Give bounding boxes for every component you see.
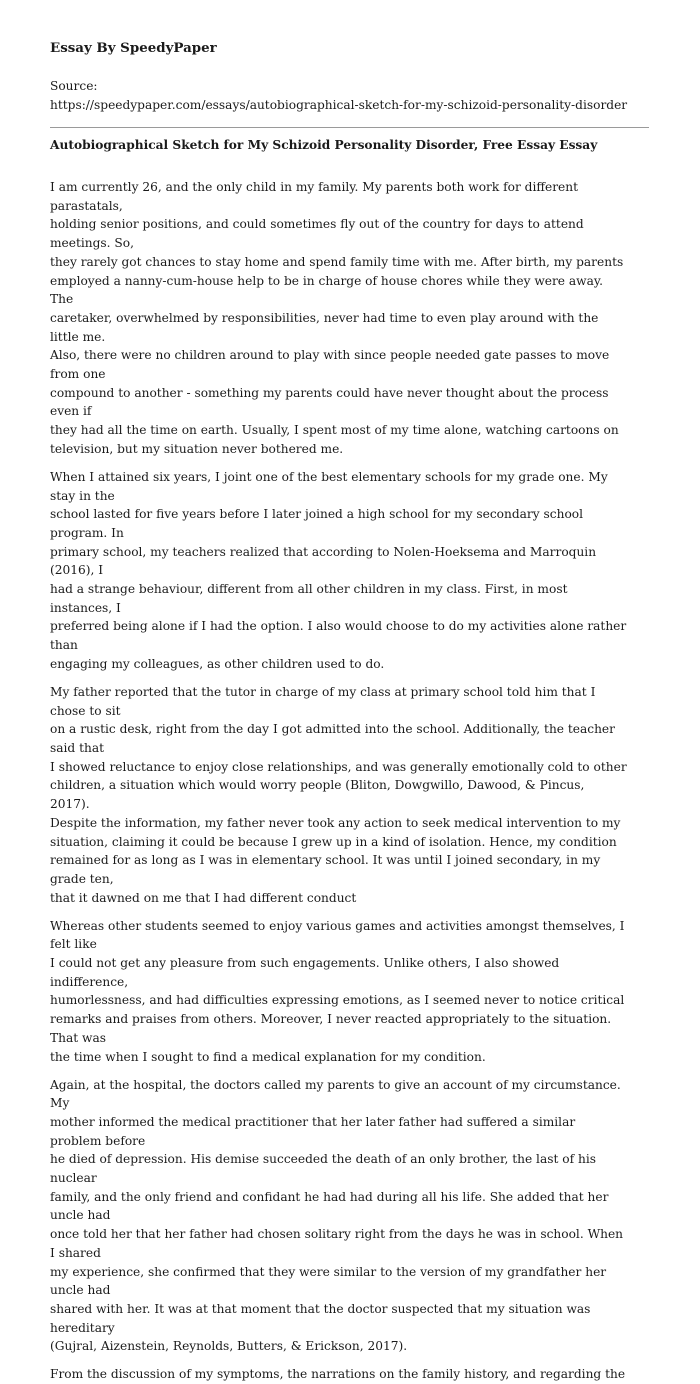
paragraph: I am currently 26, and the only child in my family. My parents both work for different parastatals, holding senior positions, and could sometimes fly out of the country for days to attend meetings. So, they rarely got chances to stay home and spend family time with me. After birth, my parents employed a nanny-cum-house help to be in charge of house chores while they were away. The caretaker, overwhelmed by responsibilities, never had time to even play around with the little me. Also, there were no children around to play with since people needed gate passes to move from one compound to another - something my parents could have never thought about the process even if they had all the time on earth. Usually, I spent most of my time alone, watching cartoons on television, but my situation never bothered me. (50, 180, 624, 456)
essay-body (50, 178, 627, 1384)
paragraph: Whereas other students seemed to enjoy various games and activities amongst themselves, I felt like I could not get any pleasure from such engagements. Unlike others, I also showed indifference, humorlessness, and had difficulties expressing emotions, as I seemed never to notice critical remarks and praises from others. Moreover, I never reacted appropriately to the situation. That was the time when I sought to find a medical explanation for my condition. (50, 918, 625, 1064)
source-url[interactable]: https://speedypaper.com/essays/autobiographical-sketch-for-my-schizoid-personality-disorder (50, 98, 628, 112)
paragraph: My father reported that the tutor in charge of my class at primary school told him that I chose to sit on a rustic desk, right from the day I got admitted into the school. Additionally, the teacher said that I showed reluctance to enjoy close relationships, and was generally emotionally cold to other children, a situation which would worry people (Bliton, Dowgwillo, Dawood, & Pincus, 2017). Despite the information, my father never took any action to seek medical intervention to my situation, claiming it could be because I grew up in a kind of isolation. Hence, my condition remained for as long as I was in elementary school. It was until I joined secondary, in my grade ten, that it dawned on me that I had different conduct (50, 684, 627, 905)
paragraph: From the discussion of my symptoms, the narrations on the family history, and regarding the (50, 1367, 626, 1382)
source-label: Source: (50, 79, 98, 93)
essay-title: Autobiographical Sketch for My Schizoid Personality Disorder, Free Essay Essay (50, 138, 598, 152)
paragraph: Again, at the hospital, the doctors called my parents to give an account of my circumstance. My mother informed the medical practitioner that her later father had suffered a similar problem before he died of depression. His demise succeeded the death of an only brother, the last of his nuclear family, and the only friend and confidant he had had during all his life. She added that her uncle had once told her that her father had chosen solitary right from the days he was in school. When I shared my experience, she confirmed that they were similar to the version of my grandfather her uncle had shared with her. It was at that moment that the doctor suspected that my situation was hereditary (Gujral, Aizenstein, Reynolds, Butters, & Erickson, 2017). (50, 1077, 624, 1354)
divider (50, 127, 649, 128)
site-title: Essay By SpeedyPaper (50, 40, 217, 56)
paragraph: When I attained six years, I joint one of the best elementary schools for my grade one. My stay in the school lasted for five years before I later joined a high school for my secondary school program. In primary school, my teachers realized that according to Nolen-Hoeksema and Marroquin (2016), I had a strange behaviour, different from all other children in my class. First, in most instances, I preferred being alone if I had the option. I also would choose to do my activities alone rather than engaging my colleagues, as other children used to do. (50, 469, 627, 671)
